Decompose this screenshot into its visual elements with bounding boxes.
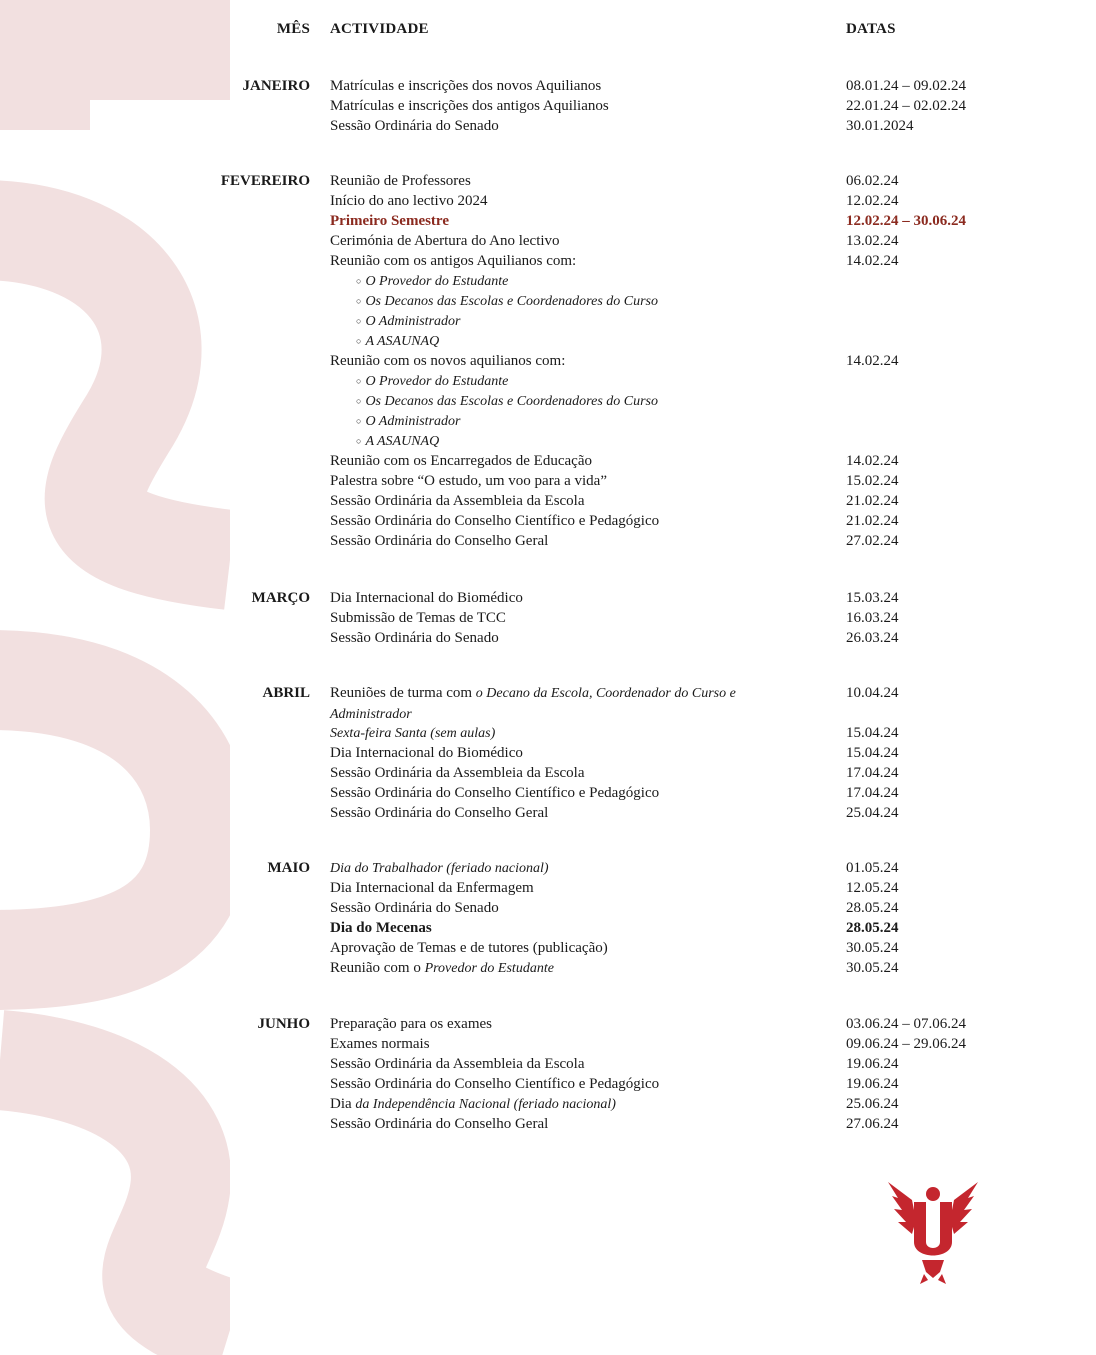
activity-row [330,918,1070,938]
bullet-icon: ○ [356,436,362,446]
bullet-icon: ○ [356,376,362,386]
sub-item [330,311,1070,331]
activity-row [330,898,1070,918]
activity-text-part: Reunião com os novos aquilianos com: [330,353,566,369]
activity-text [330,783,830,803]
activity-text-part: A ASAUNAQ [365,434,440,449]
activity-date: 22.01.24 – 02.02.24 [846,98,966,114]
activity-date: 21.02.24 [846,493,899,509]
activity-text [330,96,830,116]
activity-text-part: O Provedor do Estudante [365,274,509,289]
sub-item [330,391,1070,411]
activity-text-part: Sessão Ordinária do Conselho Científico e Pedagógico [330,513,660,529]
activity-text-part: Matrículas e inscrições dos novos Aquilianos [330,78,602,94]
activity-text [330,116,830,136]
activity-date: 08.01.24 – 09.02.24 [846,78,966,94]
activity-text-part: Dia do Trabalhador (feriado nacional) [330,861,549,876]
activity-text [330,723,830,744]
activity-date: 30.01.2024 [846,118,914,134]
activity-text [330,683,770,725]
activity-text-part: Sessão Ordinária do Conselho Científico e Pedagógico [330,785,660,801]
activity-text [356,411,856,432]
activity-row [330,723,1070,743]
activity-date: 14.02.24 [846,253,899,269]
activity-text-part: Submissão de Temas de TCC [330,610,506,626]
activity-date: 01.05.24 [846,860,899,876]
activity-text-part: Reunião com o [330,960,425,976]
university-eagle-logo [886,1180,980,1286]
activity-text [330,588,830,608]
activity-text-part: O Provedor do Estudante [365,374,509,389]
activity-row [330,878,1070,898]
activity-text [330,1074,830,1094]
activity-date: 28.05.24 [846,900,899,916]
activity-text [330,803,830,823]
activity-text-part: Sessão Ordinária do Conselho Geral [330,1116,549,1132]
activity-row [330,76,1070,96]
activity-date: 25.06.24 [846,1096,899,1112]
activity-text-part: Sessão Ordinária da Assembleia da Escola [330,493,585,509]
activity-date: 12.02.24 [846,193,899,209]
activity-text [330,878,830,898]
bullet-icon: ○ [356,416,362,426]
activity-date: 03.06.24 – 07.06.24 [846,1016,966,1032]
activity-text [330,1054,830,1074]
activity-text [330,1114,830,1134]
activity-date: 19.06.24 [846,1056,899,1072]
activity-text-part: Exames normais [330,1036,430,1052]
month-label: MARÇO [251,590,310,606]
activity-text-part: Sessão Ordinária da Assembleia da Escola [330,1056,585,1072]
activity-date: 17.04.24 [846,785,899,801]
activity-text [330,608,830,628]
activity-row [330,191,1070,211]
activity-date: 06.02.24 [846,173,899,189]
activity-text-part: Dia do Mecenas [330,920,432,936]
activity-text [330,191,830,211]
activity-row [330,608,1070,628]
sub-item [330,291,1070,311]
activity-text-part: Sessão Ordinária do Conselho Geral [330,533,549,549]
activity-text [330,211,830,231]
sub-item [330,371,1070,391]
activity-row [330,491,1070,511]
activity-date: 15.04.24 [846,745,899,761]
activity-row [330,628,1070,648]
activity-text-part: Sessão Ordinária do Conselho Científico e Pedagógico [330,1076,660,1092]
activity-row [330,211,1070,231]
activity-text [330,76,830,96]
activity-text-part: Reunião com os antigos Aquilianos com: [330,253,577,269]
activity-text-part: Dia [330,1096,356,1112]
activity-text [330,531,830,551]
activity-date: 10.04.24 [846,685,899,701]
bullet-icon: ○ [356,316,362,326]
activity-text [330,938,830,958]
activity-text [330,451,830,471]
activity-text [330,1034,830,1054]
bullet-icon: ○ [356,396,362,406]
activity-row [330,231,1070,251]
activity-text-part: Preparação para os exames [330,1016,492,1032]
activity-text-part: Provedor do Estudante [424,961,554,976]
activity-date: 17.04.24 [846,765,899,781]
activity-text-part: Matrículas e inscrições dos antigos Aquilianos [330,98,609,114]
activity-text [330,743,830,763]
activity-text [356,431,856,452]
activity-text-part: Sexta-feira Santa (sem aulas) [330,726,496,741]
activity-date: 28.05.24 [846,920,899,936]
activity-text-part: Dia Internacional do Biomédico [330,590,523,606]
activity-text-part: A ASAUNAQ [365,334,440,349]
activity-text [330,251,830,271]
activity-row [330,451,1070,471]
activity-row [330,743,1070,763]
sub-item [330,431,1070,451]
activity-text [356,311,856,332]
activity-row [330,938,1070,958]
activity-text-part: Os Decanos das Escolas e Coordenadores do Curso [365,394,659,409]
activity-date: 12.02.24 – 30.06.24 [846,213,966,229]
activity-date: 15.03.24 [846,590,899,606]
activity-text [330,918,830,938]
activity-text-part: Sessão Ordinária do Senado [330,630,499,646]
activity-row [330,958,1070,978]
activity-row [330,683,1070,723]
activity-date: 14.02.24 [846,453,899,469]
header-dates: DATAS [846,21,896,37]
activity-text [356,371,856,392]
activity-text [356,331,856,352]
activity-text-part: Sessão Ordinária da Assembleia da Escola [330,765,585,781]
activity-date: 25.04.24 [846,805,899,821]
activity-row [330,1034,1070,1054]
activity-text-part: Primeiro Semestre [330,213,449,229]
activity-text [330,898,830,918]
activity-text [330,628,830,648]
activity-text-part: o Decano da Escola, Coordenador do Curso e Administrador [330,686,736,722]
activity-date: 27.06.24 [846,1116,899,1132]
activity-row [330,251,1070,271]
activity-text-part: Sessão Ordinária do Senado [330,118,499,134]
activity-text [356,391,856,412]
bullet-icon: ○ [356,336,362,346]
activity-text-part: Os Decanos das Escolas e Coordenadores do Curso [365,294,659,309]
activity-row [330,763,1070,783]
activity-row [330,1014,1070,1034]
activity-text-part: Reuniões de turma com [330,685,476,701]
activity-date: 27.02.24 [846,533,899,549]
activity-text-part: Dia Internacional da Enfermagem [330,880,534,896]
activity-date: 30.05.24 [846,960,899,976]
activity-date: 09.06.24 – 29.06.24 [846,1036,966,1052]
activity-date: 15.04.24 [846,725,899,741]
sub-item [330,331,1070,351]
activity-text-part: Sessão Ordinária do Senado [330,900,499,916]
activity-text [330,471,830,491]
activity-date: 12.05.24 [846,880,899,896]
activity-text [356,291,856,312]
month-label: ABRIL [262,685,310,701]
activity-row [330,1074,1070,1094]
activity-text-part: Cerimónia de Abertura do Ano lectivo [330,233,560,249]
activity-date: 13.02.24 [846,233,899,249]
month-label: JANEIRO [242,78,310,94]
month-label: JUNHO [257,1016,310,1032]
activity-row [330,116,1070,136]
activity-text-part: da Independência Nacional (feriado nacional) [355,1097,616,1112]
month-label: MAIO [267,860,310,876]
activity-text-part: Palestra sobre “O estudo, um voo para a vida” [330,473,607,489]
activity-row [330,803,1070,823]
header-month: MÊS [276,21,310,37]
activity-text-part: Reunião de Professores [330,173,471,189]
activity-row [330,858,1070,878]
activity-text-part: Início do ano lectivo 2024 [330,193,488,209]
activity-row [330,531,1070,551]
activity-row [330,588,1070,608]
activity-row [330,471,1070,491]
activity-text [356,271,856,292]
activity-row [330,1054,1070,1074]
activity-date: 19.06.24 [846,1076,899,1092]
activity-date: 15.02.24 [846,473,899,489]
activity-text [330,491,830,511]
activity-text-part: O Administrador [365,314,461,329]
activity-row [330,1094,1070,1114]
activity-text [330,958,830,979]
month-label: FEVEREIRO [220,173,310,189]
activity-text-part: Dia Internacional do Biomédico [330,745,523,761]
activity-text [330,858,830,879]
header-activity: ACTIVIDADE [330,21,429,37]
bullet-icon: ○ [356,276,362,286]
activity-text [330,1094,830,1115]
activity-text [330,231,830,251]
activity-text-part: O Administrador [365,414,461,429]
activity-date: 14.02.24 [846,353,899,369]
activity-text-part: Aprovação de Temas e de tutores (publicação) [330,940,608,956]
activity-row [330,96,1070,116]
activity-row [330,1114,1070,1134]
activity-text [330,511,830,531]
activity-row [330,351,1070,371]
activity-row [330,783,1070,803]
activity-date: 16.03.24 [846,610,899,626]
activity-date: 26.03.24 [846,630,899,646]
activity-text-part: Sessão Ordinária do Conselho Geral [330,805,549,821]
activity-text [330,171,830,191]
activity-text [330,1014,830,1034]
activity-text [330,351,830,371]
activity-row [330,511,1070,531]
activity-row [330,171,1070,191]
sub-item [330,271,1070,291]
activity-date: 30.05.24 [846,940,899,956]
activity-text [330,763,830,783]
sub-item [330,411,1070,431]
activity-date: 21.02.24 [846,513,899,529]
bullet-icon: ○ [356,296,362,306]
activity-text-part: Reunião com os Encarregados de Educação [330,453,592,469]
